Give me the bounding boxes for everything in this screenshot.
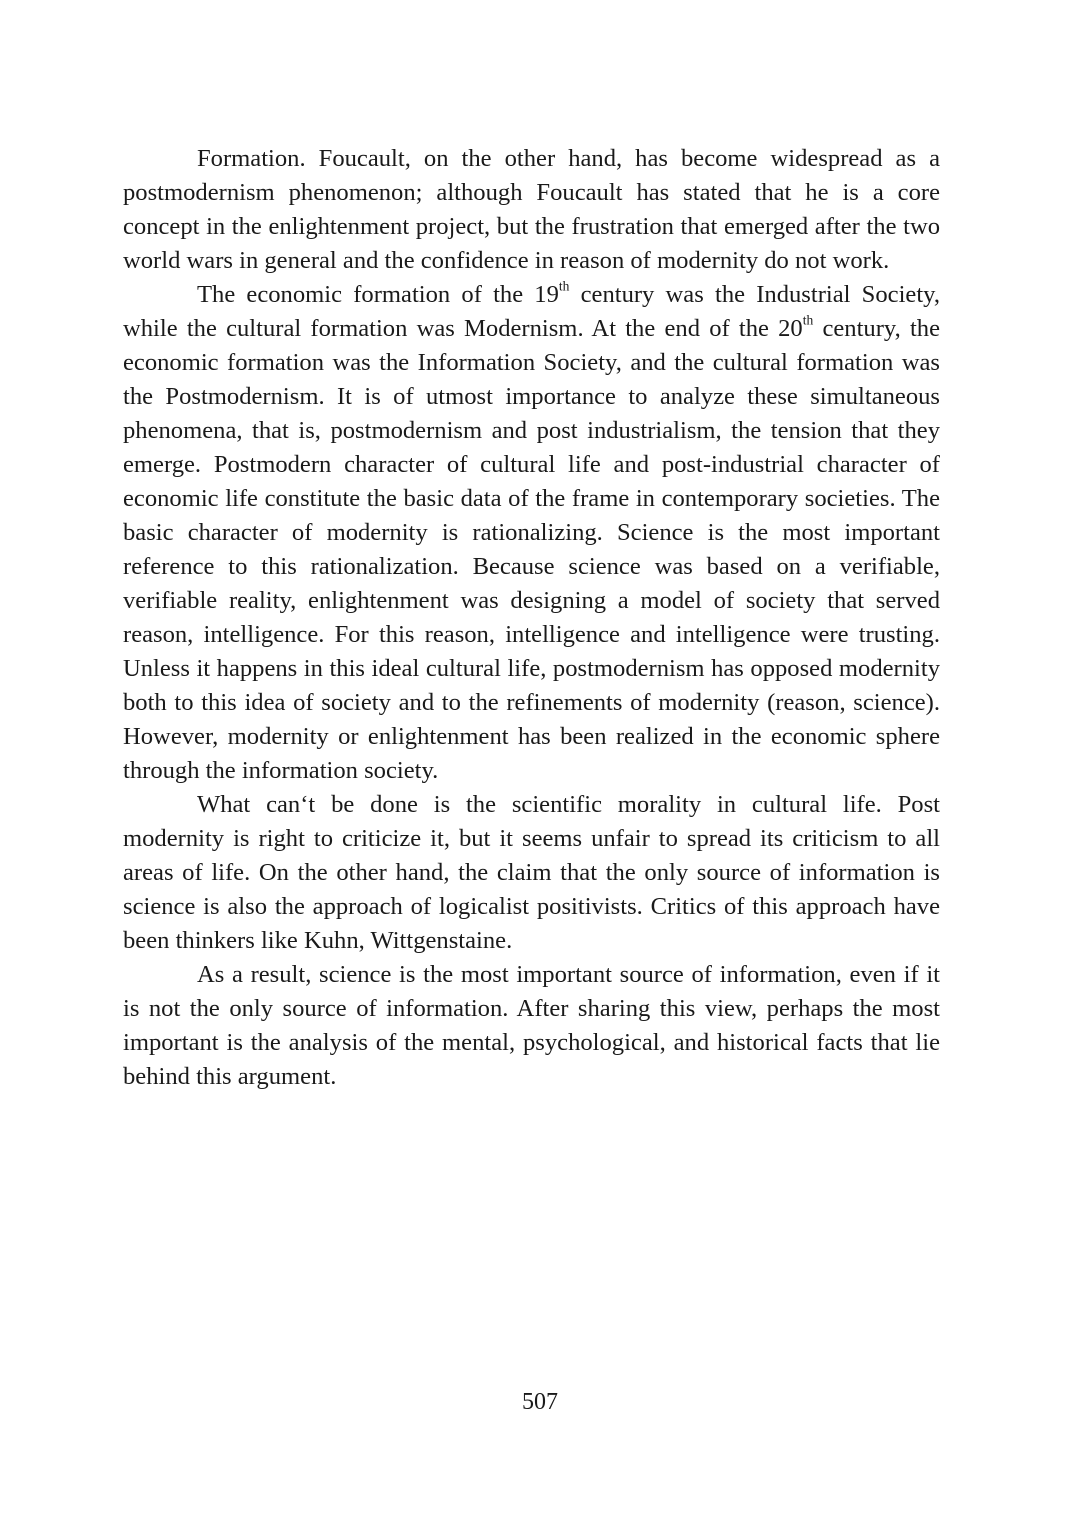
text-segment: century was the Industrial Society, while the cultural formation was Modernism. At the end of the 20 — [123, 281, 940, 342]
page-number: 507 — [522, 1389, 558, 1415]
paragraph-3 — [123, 788, 940, 958]
text-segment: The economic formation of the 19 — [197, 281, 559, 308]
paragraph-1 — [123, 142, 940, 278]
paragraph-4 — [123, 958, 940, 1094]
superscript: th — [558, 278, 570, 294]
paragraph-2 — [123, 278, 940, 788]
page-body — [123, 142, 940, 1094]
text-segment: What can‘t be done is the scientific morality in cultural life. Post modernity is right to criticize it, but it seems unfair to spread its criticism to all areas of life. On the other hand, the claim that the only source of information is science is also the approach of logicalist positivists. Critics of this approach have been thinkers like Kuhn, Wittgenstaine. — [123, 791, 940, 954]
text-segment: As a result, science is the most important source of information, even if it is not the only source of information. After sharing this view, perhaps the most important is the analysis of the mental, psychological, and historical facts that lie behind this argument. — [123, 961, 940, 1090]
text-segment: Formation. Foucault, on the other hand, has become widespread as a postmodernism phenomenon; although Foucault has stated that he is a core concept in the enlightenment project, but the frustration that emerged after the two world wars in general and the confidence in reason of modernity do not work. — [123, 145, 940, 274]
superscript: th — [802, 312, 814, 328]
text-segment: century, the economic formation was the Information Society, and the cultural formation was the Postmodernism. It is of utmost importance to analyze these simultaneous phenomena, that is, postmodernism and post industrialism, the tension that they emerge. Postmodern character of cultural life and post-industrial character of economic life constitute the basic data of the frame in contemporary societies. The basic character of modernity is rationalizing. Science is the most important reference to this rationalization. Because science was based on a verifiable, verifiable reality, enlightenment was designing a model of society that served reason, intelligence. For this reason, intelligence and intelligence were trusting. Unless it happens in this ideal cultural life, postmodernism has opposed modernity both to this idea of society and to the refinements of modernity (reason, science). However, modernity or enlightenment has been realized in the economic sphere through the information society. — [123, 315, 940, 784]
